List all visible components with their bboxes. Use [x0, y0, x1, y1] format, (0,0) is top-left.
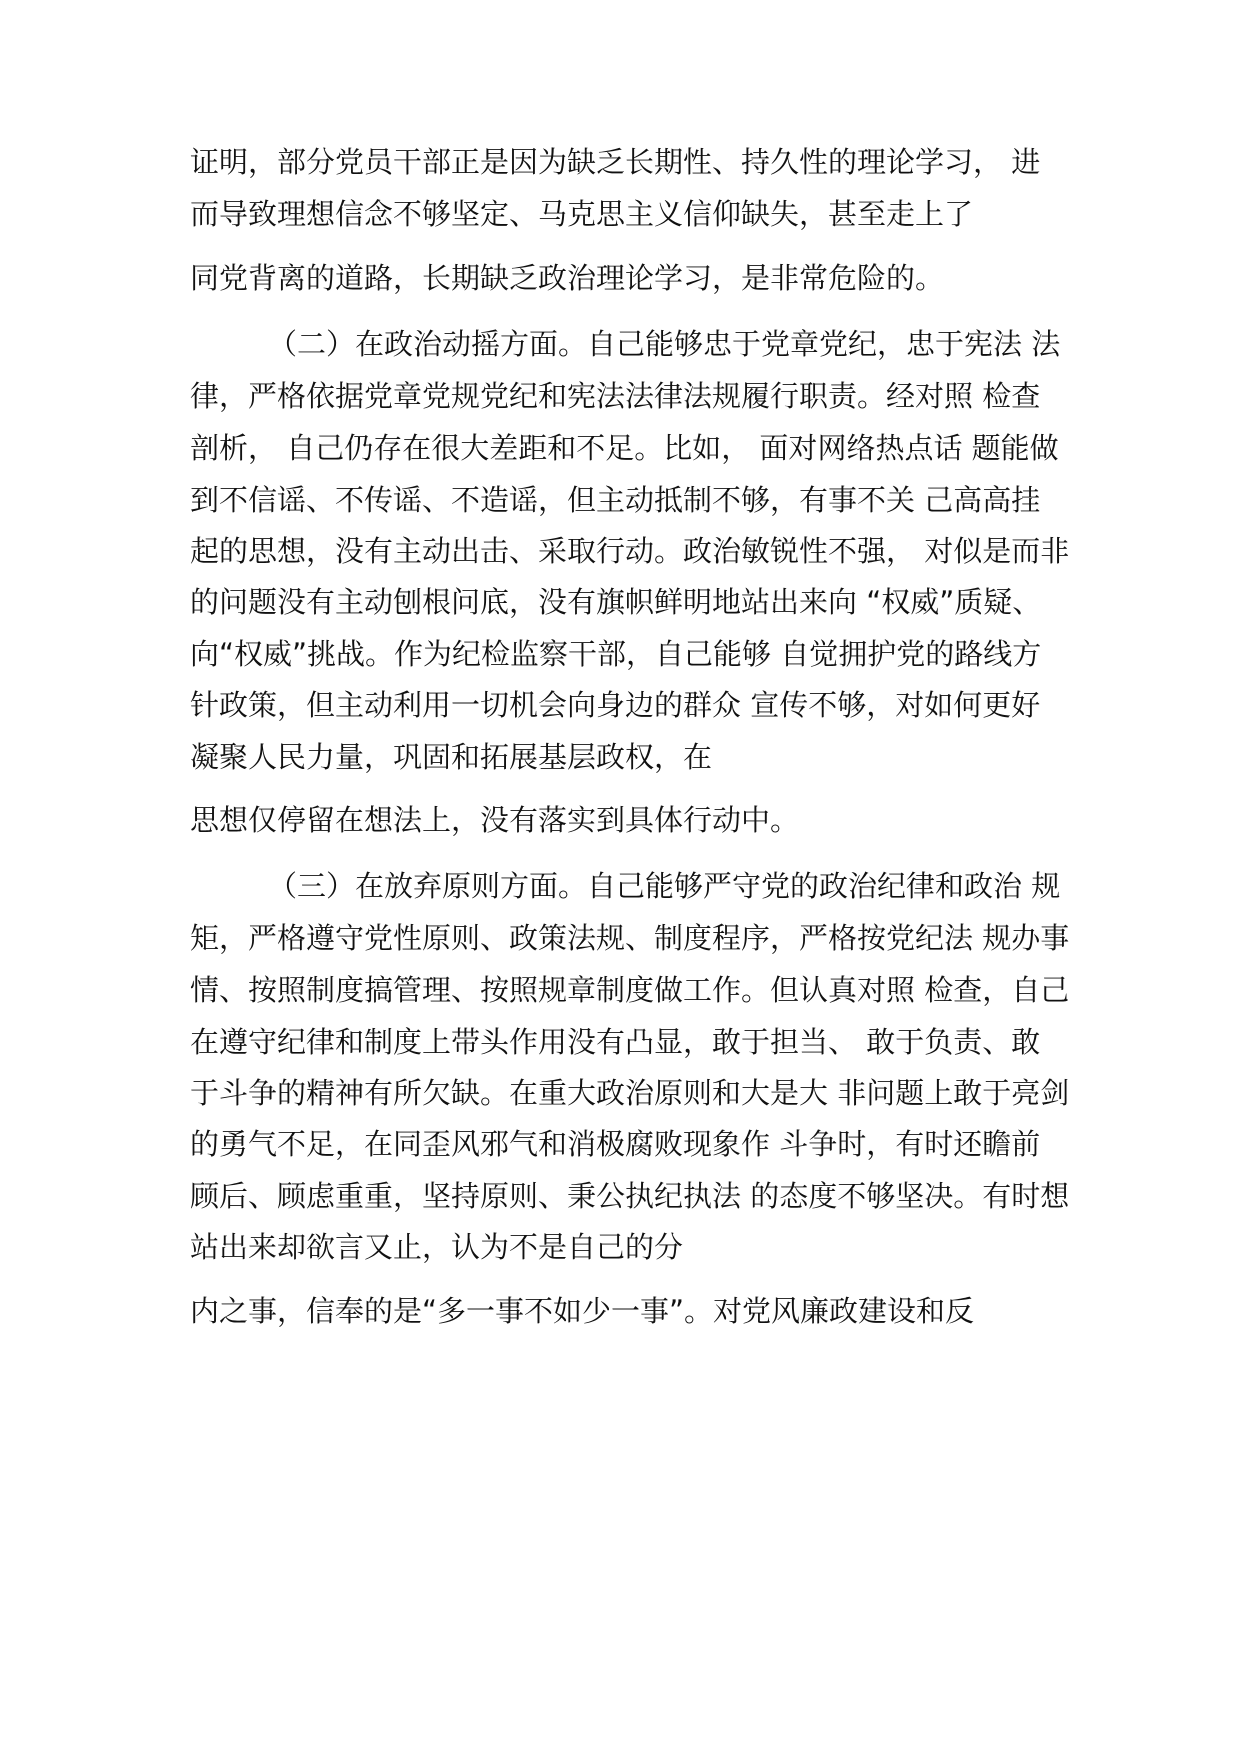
text-line: 同党背离的道路，长期缺乏政治理论学习，是非常危险的。 — [190, 261, 945, 295]
section-heading-line: （二）在政治动摇方面。自己能够忠于党章党纪，忠于宪法 法 — [268, 327, 1061, 361]
text-line: 的勇气不足，在同歪风邪气和消极腐败现象作 斗争时，有时还瞻前 — [190, 1127, 1041, 1161]
text-line: 情、按照制度搞管理、按照规章制度做工作。但认真对照 检查，自己 — [190, 973, 1070, 1007]
text-line: 剖析， 自己仍存在很大差距和不足。比如， 面对网络热点话 题能做 — [190, 431, 1059, 465]
text-line: 律，严格依据党章党规党纪和宪法法律法规履行职责。经对照 检查 — [190, 379, 1041, 413]
text-line: 向“权威”挑战。作为纪检监察干部，自己能够 自觉拥护党的路线方 — [190, 637, 1042, 671]
text-line: 顾后、顾虑重重，坚持原则、秉公执纪执法 的态度不够坚决。有时想 — [190, 1179, 1070, 1213]
text-line: 于斗争的精神有所欠缺。在重大政治原则和大是大 非问题上敢于亮剑 — [190, 1076, 1070, 1110]
text-line: 的问题没有主动刨根问底，没有旗帜鲜明地站出来向 “权威”质疑、 — [190, 585, 1042, 619]
text-line: 而导致理想信念不够坚定、马克思主义信仰缺失，甚至走上了 — [190, 197, 974, 231]
text-line: 到不信谣、不传谣、不造谣，但主动抵制不够，有事不关 己高高挂 — [190, 483, 1041, 517]
text-line: 起的思想，没有主动出击、采取行动。政治敏锐性不强， 对似是而非 — [190, 534, 1070, 568]
text-line: 站出来却欲言又止，认为不是自己的分 — [190, 1230, 684, 1264]
text-line: 针政策，但主动利用一切机会向身边的群众 宣传不够，对如何更好 — [190, 688, 1041, 722]
text-line: 在遵守纪律和制度上带头作用没有凸显，敢于担当、 敢于负责、敢 — [190, 1025, 1041, 1059]
section-heading-line: （三）在放弃原则方面。自己能够严守党的政治纪律和政治 规 — [268, 869, 1061, 903]
text-line: 思想仅停留在想法上，没有落实到具体行动中。 — [190, 803, 800, 837]
text-line: 矩，严格遵守党性原则、政策法规、制度程序，严格按党纪法 规办事 — [190, 921, 1070, 955]
text-line: 内之事，信奉的是“多一事不如少一事”。对党风廉政建设和反 — [190, 1294, 975, 1328]
text-line: 凝聚人民力量，巩固和拓展基层政权，在 — [190, 740, 713, 774]
text-line: 证明，部分党员干部正是因为缺乏长期性、持久性的理论学习， 进 — [190, 145, 1041, 179]
